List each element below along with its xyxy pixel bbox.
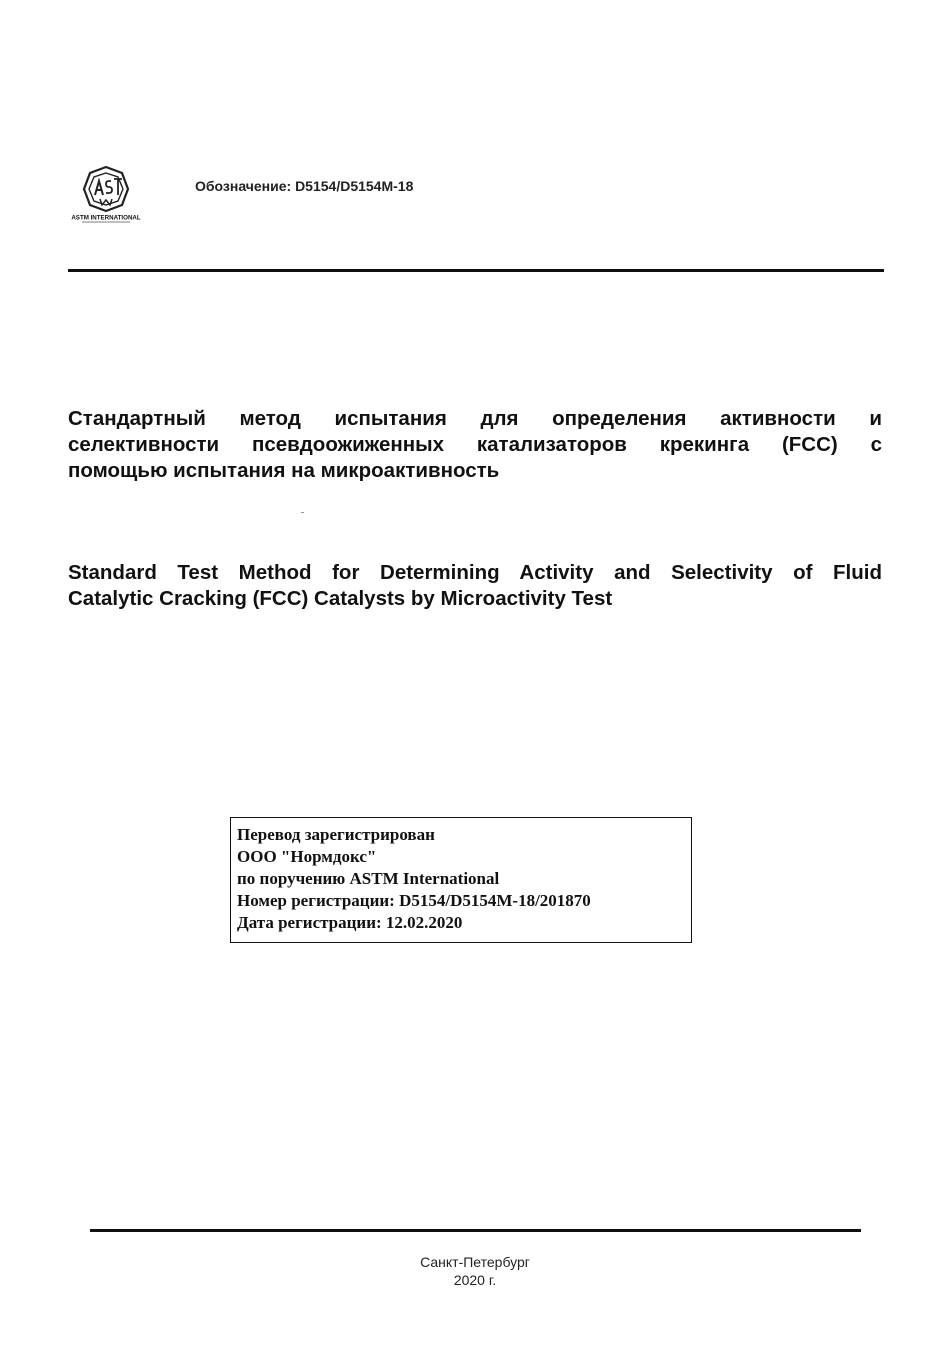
title-english [68,560,882,612]
title-ru-line-3: помощью испытания на микроактивность [68,459,500,482]
footer-year: 2020 г. [453,1272,497,1288]
registration-date: Дата регистрации: 12.02.2020 [237,913,463,932]
registration-line-2: ООО "Нормдокс" [237,847,377,866]
logo-text: ASTM INTERNATIONAL [71,214,141,222]
footer-divider [90,1229,861,1232]
registration-stamp [230,817,692,943]
footer-city: Санкт-Петербург [420,1254,530,1270]
registration-line-3: по поручению ASTM International [237,869,500,888]
registration-line-1: Перевод зарегистрирован [237,825,435,844]
stray-mark [301,512,304,513]
document-designation: Обозначение: D5154/D5154M-18 [195,178,414,194]
title-en-line-2: Catalytic Cracking (FCC) Catalysts by Microactivity Test [68,587,613,610]
title-ru-line-2: селективности псевдоожиженных катализаторов крекинга (FCC) с [68,433,882,456]
registration-number: Номер регистрации: D5154/D5154M-18/201870 [237,891,591,910]
title-ru-line-1: Стандартный метод испытания для определения активности и [68,407,882,430]
astm-logo-icon [71,165,141,225]
title-russian [68,406,882,484]
header-divider [68,269,884,272]
title-en-line-1: Standard Test Method for Determining Activity and Selectivity of Fluid [68,561,882,584]
